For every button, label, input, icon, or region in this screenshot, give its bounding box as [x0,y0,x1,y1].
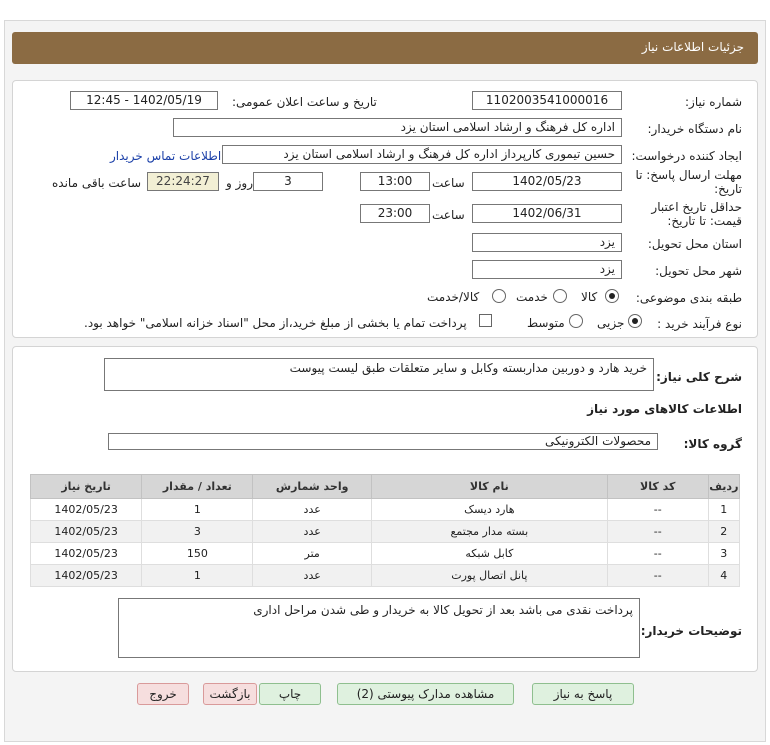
time-remaining-label: ساعت باقی مانده [52,176,142,190]
attachments-button[interactable]: مشاهده مدارک پیوستی (2) [337,683,514,705]
cell-qty: 3 [142,521,253,543]
category-option-service: خدمت [516,290,548,304]
summary-field: خرید هارد و دوربین مداربسته وکابل و سایر متعلقات طبق لیست پیوست [104,358,654,391]
announce-datetime-field: 1402/05/19 - 12:45 [70,91,218,110]
cell-unit: عدد [253,521,371,543]
goods-section-title: اطلاعات کالاهای مورد نیاز [587,402,742,416]
need-number-label: شماره نیاز: [685,95,742,109]
cell-date: 1402/05/23 [31,565,142,587]
col-qty: تعداد / مقدار [142,475,253,499]
time-remaining-field: 22:24:27 [147,172,219,191]
process-radio-minor[interactable] [628,314,642,328]
city-field: یزد [472,260,622,279]
category-option-goods-service: کالا/خدمت [427,290,480,304]
table-row [31,499,740,521]
category-radio-goods[interactable] [605,289,619,303]
cell-date: 1402/05/23 [31,543,142,565]
cell-row: 1 [708,499,739,521]
days-remaining-field: 3 [253,172,323,191]
buyer-org-field: اداره کل فرهنگ و ارشاد اسلامی استان یزد [173,118,622,137]
deadline-time-label: ساعت [432,176,465,190]
announce-datetime-label: تاریخ و ساعت اعلان عمومی: [232,95,377,109]
cell-row: 2 [708,521,739,543]
cell-name: پانل اتصال پورت [371,565,607,587]
validity-label-date: قیمت: تا تاریخ: [667,214,742,228]
cell-qty: 1 [142,499,253,521]
goods-table [30,474,740,587]
cell-unit: متر [253,543,371,565]
province-field: یزد [472,233,622,252]
process-radio-medium[interactable] [569,314,583,328]
cell-name: هارد دیسک [371,499,607,521]
cell-unit: عدد [253,499,371,521]
cell-code: -- [607,521,708,543]
goods-group-field: محصولات الکترونیکی [108,433,658,450]
cell-date: 1402/05/23 [31,499,142,521]
exit-button[interactable]: خروج [137,683,189,705]
cell-code: -- [607,543,708,565]
goods-table-header [31,475,740,499]
treasury-note: پرداخت تمام یا بخشی از مبلغ خرید،از محل "اسناد خزانه اسلامی" خواهد بود. [84,316,467,330]
reply-button[interactable]: پاسخ به نیاز [532,683,634,705]
deadline-label: مهلت ارسال پاسخ: تا [635,168,742,182]
cell-qty: 150 [142,543,253,565]
cell-unit: عدد [253,565,371,587]
table-row [31,543,740,565]
process-label: نوع فرآیند خرید : [657,317,742,331]
province-label: استان محل تحویل: [647,237,742,251]
process-option-medium: متوسط [527,316,565,330]
col-date: تاریخ نیاز [31,475,142,499]
col-code: کد کالا [607,475,708,499]
need-number-field: 1102003541000016 [472,91,622,110]
category-option-goods: کالا [581,290,598,304]
cell-code: -- [607,499,708,521]
summary-label: شرح کلی نیاز: [656,370,742,384]
table-row [31,521,740,543]
cell-name: کابل شبکه [371,543,607,565]
validity-label: حداقل تاریخ اعتبار [651,200,742,214]
validity-time-field: 23:00 [360,204,430,223]
validity-date-field: 1402/06/31 [472,204,622,223]
buyer-notes-label: توضیحات خریدار: [640,624,742,638]
creator-label: ایجاد کننده درخواست: [631,149,742,163]
treasury-checkbox[interactable] [479,314,492,327]
buyer-notes-field: پرداخت نقدی می باشد بعد از تحویل کالا به خریدار و طی شدن مراحل اداری [118,598,640,658]
cell-qty: 1 [142,565,253,587]
page-header [12,32,758,64]
cell-date: 1402/05/23 [31,521,142,543]
category-radio-service[interactable] [553,289,567,303]
deadline-time-field: 13:00 [360,172,430,191]
buyer-contact-link[interactable]: اطلاعات تماس خریدار [110,149,222,163]
table-row [31,565,740,587]
goods-group-label: گروه کالا: [683,437,742,451]
creator-field: حسین تیموری کارپرداز اداره کل فرهنگ و ارشاد اسلامی استان یزد [222,145,622,164]
days-label: روز و [226,176,253,190]
validity-time-label: ساعت [432,208,465,222]
col-name: نام کالا [371,475,607,499]
deadline-label-date: تاریخ: [714,182,742,196]
process-option-minor: جزیی [597,316,625,330]
deadline-date-field: 1402/05/23 [472,172,622,191]
col-unit: واحد شمارش [253,475,371,499]
cell-name: بسته مدار مجتمع [371,521,607,543]
page-title: جزئیات اطلاعات نیاز [641,40,744,54]
col-row: ردیف [708,475,739,499]
cell-row: 3 [708,543,739,565]
city-label: شهر محل تحویل: [655,264,742,278]
category-label: طبقه بندی موضوعی: [635,291,742,305]
back-button[interactable]: بازگشت [203,683,257,705]
category-radio-goods-service[interactable] [492,289,506,303]
cell-row: 4 [708,565,739,587]
print-button[interactable]: چاپ [259,683,321,705]
buyer-org-label: نام دستگاه خریدار: [647,122,742,136]
cell-code: -- [607,565,708,587]
